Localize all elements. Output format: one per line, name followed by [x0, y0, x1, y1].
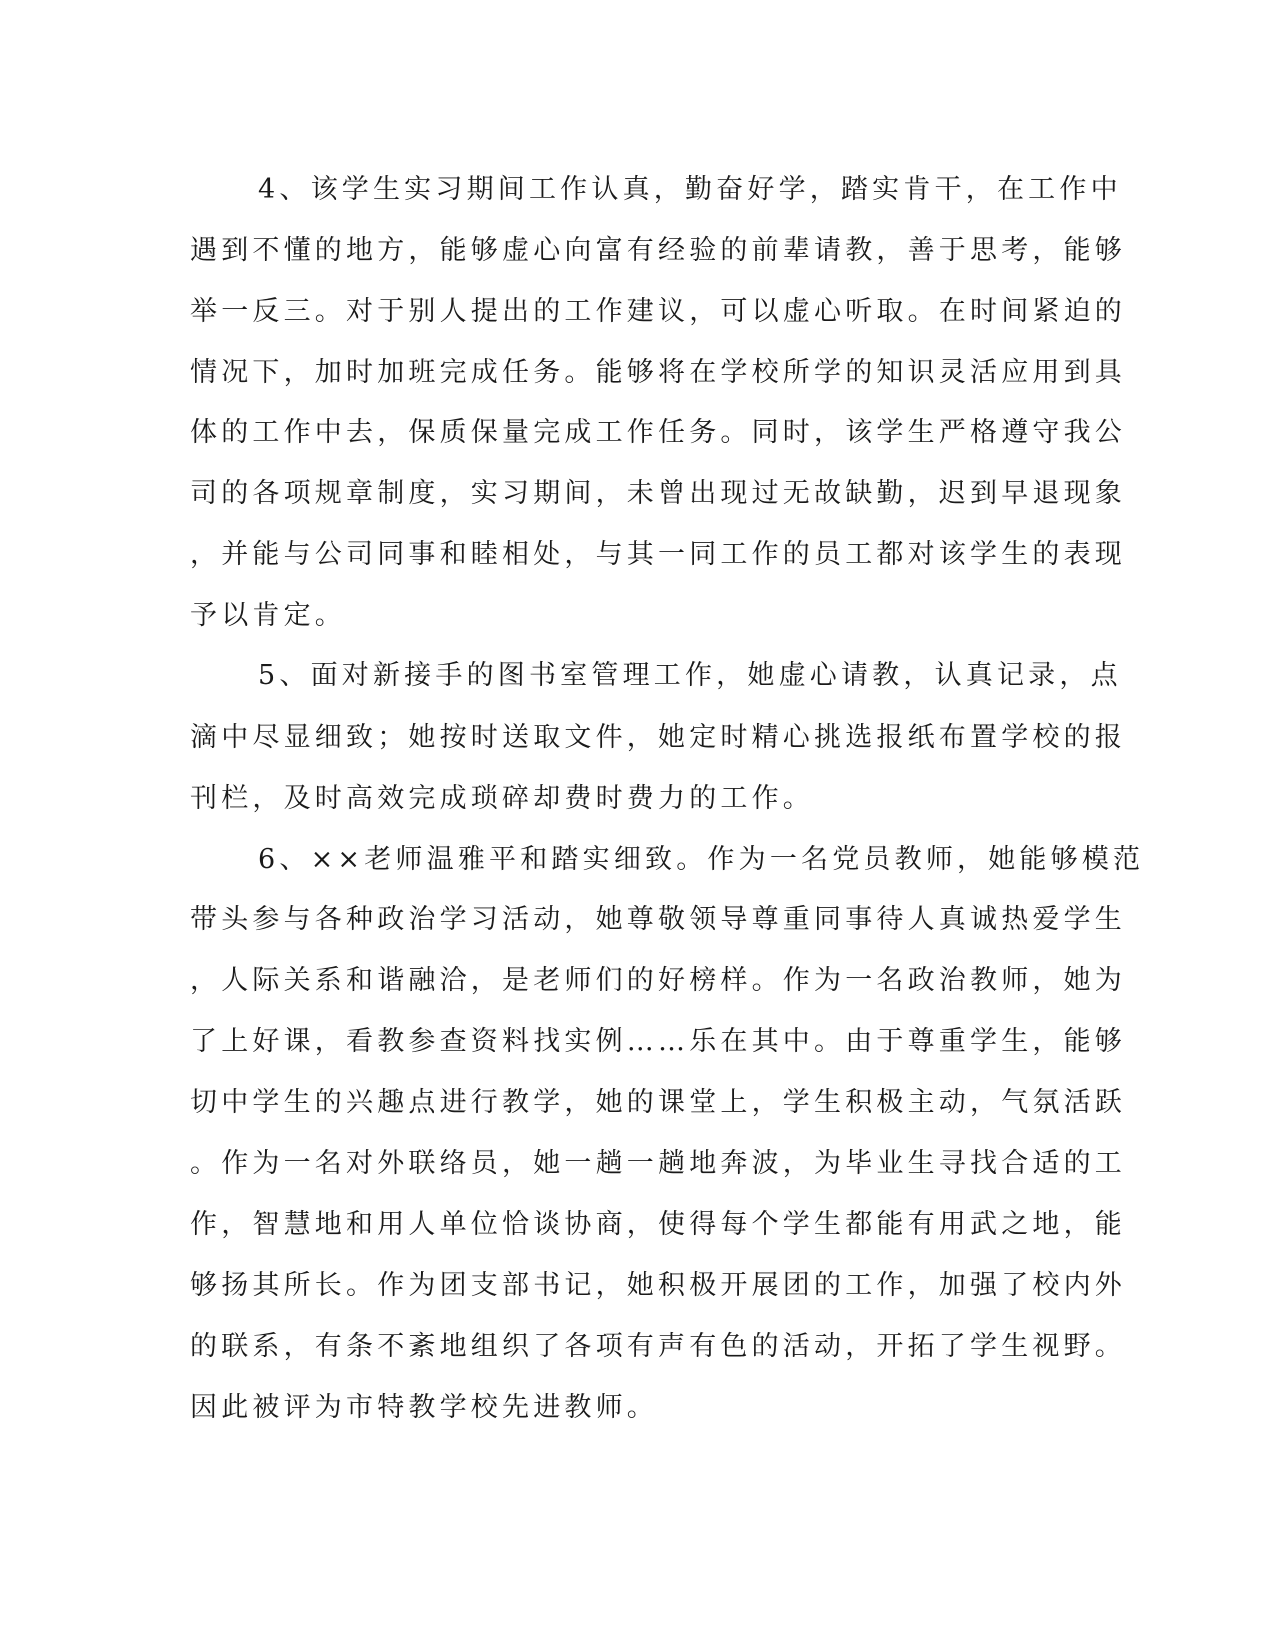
- paragraph-4-line-6: 司的各项规章制度，实习期间，未曾出现过无故缺勤，迟到早退现象: [190, 478, 1126, 509]
- paragraph-6-line-1: 6、××老师温雅平和踏实细致。作为一名党员教师，她能够模范: [258, 844, 1145, 875]
- paragraph-6-line-10: 因此被评为市特教学校先进教师。: [190, 1392, 658, 1423]
- paragraph-5-line-1: 5、面对新接手的图书室管理工作，她虚心请教，认真记录，点: [258, 660, 1122, 691]
- paragraph-4-line-1: 4、该学生实习期间工作认真，勤奋好学，踏实肯干，在工作中: [258, 174, 1122, 205]
- paragraph-4-line-7: ，并能与公司同事和睦相处，与其一同工作的员工都对该学生的表现: [190, 539, 1126, 570]
- paragraph-6-line-8: 够扬其所长。作为团支部书记，她积极开展团的工作，加强了校内外: [190, 1270, 1126, 1301]
- paragraph-4-line-3: 举一反三。对于别人提出的工作建议，可以虚心听取。在时间紧迫的: [190, 296, 1126, 327]
- paragraph-6-line-2: 带头参与各种政治学习活动，她尊敬领导尊重同事待人真诚热爱学生: [190, 904, 1126, 935]
- paragraph-4-line-8: 予以肯定。: [190, 600, 346, 631]
- paragraph-6-line-9: 的联系，有条不紊地组织了各项有声有色的活动，开拓了学生视野。: [190, 1331, 1126, 1362]
- paragraph-5-line-2: 滴中尽显细致；她按时送取文件，她定时精心挑选报纸布置学校的报: [190, 722, 1126, 753]
- paragraph-6-line-4: 了上好课，看教参查资料找实例……乐在其中。由于尊重学生，能够: [190, 1026, 1126, 1057]
- paragraph-5-line-3: 刊栏，及时高效完成琐碎却费时费力的工作。: [190, 783, 814, 814]
- paragraph-6-line-7: 作，智慧地和用人单位恰谈协商，使得每个学生都能有用武之地，能: [190, 1209, 1126, 1240]
- paragraph-6-line-3: ，人际关系和谐融洽，是老师们的好榜样。作为一名政治教师，她为: [190, 965, 1126, 996]
- paragraph-4-line-5: 体的工作中去，保质保量完成工作任务。同时，该学生严格遵守我公: [190, 417, 1126, 448]
- paragraph-6-line-6: 。作为一名对外联络员，她一趟一趟地奔波，为毕业生寻找合适的工: [190, 1148, 1126, 1179]
- paragraph-6-line-5: 切中学生的兴趣点进行教学，她的课堂上，学生积极主动，气氛活跃: [190, 1087, 1126, 1118]
- paragraph-4-line-4: 情况下，加时加班完成任务。能够将在学校所学的知识灵活应用到具: [190, 357, 1126, 388]
- paragraph-4-line-2: 遇到不懂的地方，能够虚心向富有经验的前辈请教，善于思考，能够: [190, 235, 1126, 266]
